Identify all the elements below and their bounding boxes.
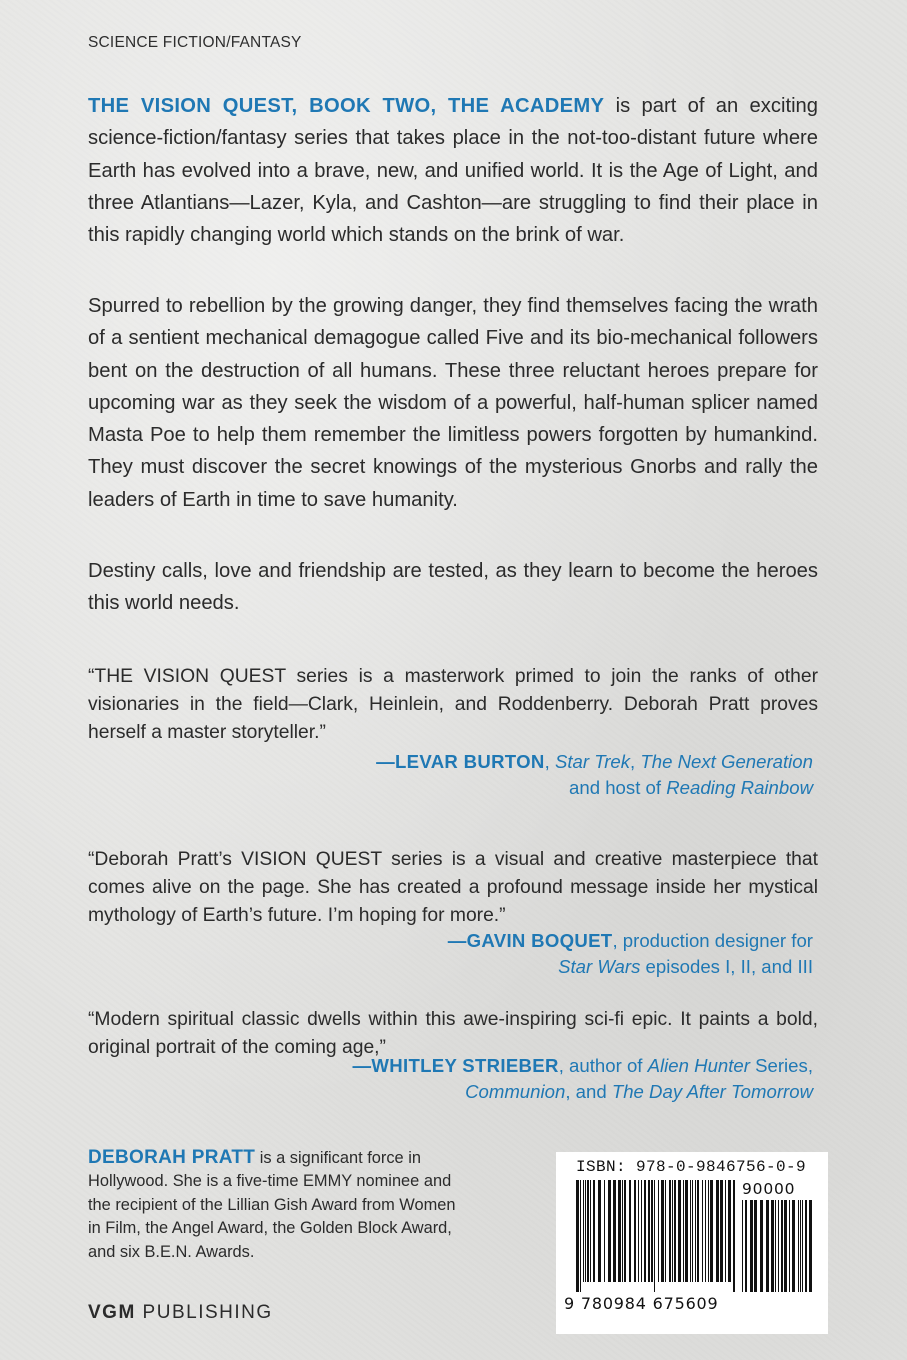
- review-quote-1: “THE VISION QUEST series is a masterwork primed to join the ranks of other visionaries in the field—Clark, Heinlein, and Roddenberry. Deborah Pratt proves herself a master storyteller.”: [88, 666, 818, 743]
- barcode-bar: [771, 1200, 774, 1292]
- barcode-bar: [754, 1200, 757, 1292]
- work-title: Communion: [465, 1081, 566, 1102]
- barcode-bar: [800, 1200, 801, 1292]
- barcode-bar: [618, 1180, 621, 1282]
- barcode-bar: [622, 1180, 623, 1282]
- review-quote-3: “Modern spiritual classic dwells within this awe-inspiring sci-fi epic. It paints a bold, original portrait of the coming age,”: [88, 1009, 818, 1058]
- barcode-bar: [658, 1180, 659, 1282]
- barcode-bar: [685, 1180, 688, 1282]
- barcode-bar: [674, 1180, 676, 1282]
- blurb-paragraph-3: Destiny calls, love and friendship are tested, as they learn to become the heroes this world needs.: [88, 560, 818, 615]
- barcode-bar: [608, 1180, 611, 1282]
- barcode-bar: [654, 1180, 655, 1292]
- author-bio-text: is a significant force in Hollywood. She is a five-time EMMY nominee and the recipient of the Lillian Gish Award from Women in Film, the Angel Award, the Golden Block Award, and six B.E.N. Awards.: [88, 1149, 456, 1261]
- barcode-bar: [598, 1180, 601, 1282]
- work-title: The Next Generation: [640, 751, 813, 772]
- barcode-bar: [705, 1180, 706, 1282]
- author-name: DEBORAH PRATT: [88, 1147, 256, 1168]
- barcode-bar: [587, 1180, 589, 1282]
- barcode-bar: [669, 1180, 671, 1282]
- barcode-bar: [651, 1180, 653, 1282]
- barcode-bar: [690, 1180, 691, 1282]
- attribution-text: ,: [544, 751, 555, 772]
- barcode-bar: [798, 1200, 799, 1292]
- barcode-bar: [629, 1180, 631, 1282]
- attribution-text: , production designer for: [612, 930, 813, 951]
- barcode-bar: [613, 1180, 616, 1282]
- attribution-text: Series,: [749, 1055, 813, 1076]
- barcode-bar: [750, 1200, 753, 1292]
- barcode-bar: [580, 1180, 581, 1292]
- barcode-bar: [792, 1200, 795, 1292]
- barcode-bar: [805, 1200, 807, 1292]
- genre-label: SCIENCE FICTION/FANTASY: [88, 34, 302, 51]
- barcode-bar: [590, 1180, 591, 1282]
- barcode-bar: [778, 1200, 779, 1292]
- barcode-bar: [585, 1180, 586, 1282]
- barcode-bar: [593, 1180, 595, 1282]
- publisher-mark: VGM: [88, 1302, 136, 1323]
- barcode-bar: [720, 1180, 723, 1282]
- author-bio: [88, 1146, 460, 1264]
- blurb-paragraph-1: [88, 90, 818, 251]
- reviewer-name: —GAVIN BOQUET: [447, 930, 613, 951]
- addon-barcode: [742, 1200, 814, 1292]
- work-title: Star Trek: [554, 751, 631, 772]
- isbn-text: ISBN: 978-0-9846756-0-9: [576, 1158, 807, 1176]
- barcode-bar: [683, 1180, 684, 1282]
- barcode-bar: [708, 1180, 709, 1282]
- publisher-logo: [88, 1302, 273, 1324]
- barcode-bar: [760, 1200, 763, 1292]
- blurb-paragraph-2: Spurred to rebellion by the growing danger, they find themselves facing the wrath of a sentient mechanical demagogue called Five and its bio-mechanical followers bent on the destruction of all humans. These three reluctant heroes prepare for upcoming war as they seek the wisdom of a powerful, half-human splicer named Masta Poe to help them remember the limitless powers forgotten by humankind. They must discover the secret knowings of the mysterious Gnorbs and rally the leaders of Earth in time to save humanity.: [88, 295, 818, 511]
- barcode-bar: [702, 1180, 703, 1282]
- barcode-bar: [695, 1180, 696, 1282]
- barcode-bar: [604, 1180, 605, 1282]
- barcode-bar: [733, 1180, 735, 1292]
- barcode-bar: [802, 1200, 803, 1292]
- work-title: Star Wars: [558, 956, 641, 977]
- attribution-text: ,: [630, 751, 641, 772]
- work-title: The Day After Tomorrow: [611, 1081, 813, 1102]
- attribution-text: , and: [565, 1081, 612, 1102]
- attribution-text: episodes I, II, and III: [640, 956, 813, 977]
- barcode-bar: [678, 1180, 681, 1282]
- barcode-bar: [784, 1200, 787, 1292]
- barcode-bar: [692, 1180, 693, 1282]
- barcode-bar: [641, 1180, 642, 1282]
- barcode-bar: [809, 1200, 812, 1292]
- addon-digits: 90000: [742, 1180, 796, 1198]
- barcode-bar: [745, 1200, 747, 1292]
- barcode-bar: [661, 1180, 664, 1282]
- review-attribution-3: [113, 1053, 813, 1105]
- barcode-bar: [634, 1180, 636, 1282]
- work-title: Alien Hunter: [647, 1055, 750, 1076]
- barcode-bar: [781, 1200, 783, 1292]
- work-title: Reading Rainbow: [666, 777, 813, 798]
- review-quote-2: “Deborah Pratt’s VISION QUEST series is a visual and creative masterpiece that comes alive on the page. She has created a profound message inside her mystical mythology of Earth’s future. I’m hoping for more.”: [88, 849, 818, 926]
- review-attribution-1: [113, 749, 813, 801]
- barcode-bar: [672, 1180, 673, 1282]
- barcode-bar: [583, 1180, 584, 1282]
- barcode-bar: [624, 1180, 626, 1282]
- barcode-panel: [556, 1152, 828, 1334]
- barcode-bar: [775, 1200, 776, 1292]
- barcode-bar: [728, 1180, 731, 1282]
- barcode-bar: [576, 1180, 579, 1292]
- barcode-bar: [710, 1180, 713, 1282]
- barcode-bar: [716, 1180, 719, 1282]
- publisher-name: PUBLISHING: [135, 1302, 273, 1323]
- barcode-bar: [638, 1180, 639, 1282]
- barcode-bar: [648, 1180, 650, 1282]
- barcode-bar: [766, 1200, 769, 1292]
- book-title: THE VISION QUEST, BOOK TWO, THE ACADEMY: [88, 95, 605, 117]
- attribution-text: , author of: [558, 1055, 648, 1076]
- barcode-bar: [789, 1200, 790, 1292]
- barcode-bar: [665, 1180, 666, 1282]
- blurb-paragraph-1-text: is part of an exciting science-fiction/fantasy series that takes place in the not-too-distant future where Earth has evolved into a brave, new, and unified world. It is the Age of Light, and three Atlantians—Lazer, Kyla, and Cashton—are struggling to find their place in this rapidly changing world which stands on the brink of war.: [88, 95, 819, 247]
- ean-barcode: [576, 1180, 736, 1292]
- barcode-bar: [644, 1180, 646, 1282]
- reviewer-name: —WHITLEY STRIEBER: [352, 1055, 559, 1076]
- barcode-bar: [742, 1200, 743, 1292]
- ean-digits: 9 780984 675609: [564, 1294, 719, 1313]
- barcode-bar: [697, 1180, 699, 1282]
- review-attribution-2: [113, 928, 813, 980]
- reviewer-name: —LEVAR BURTON: [376, 751, 545, 772]
- barcode-bar: [725, 1180, 726, 1282]
- attribution-text: and host of: [569, 777, 667, 798]
